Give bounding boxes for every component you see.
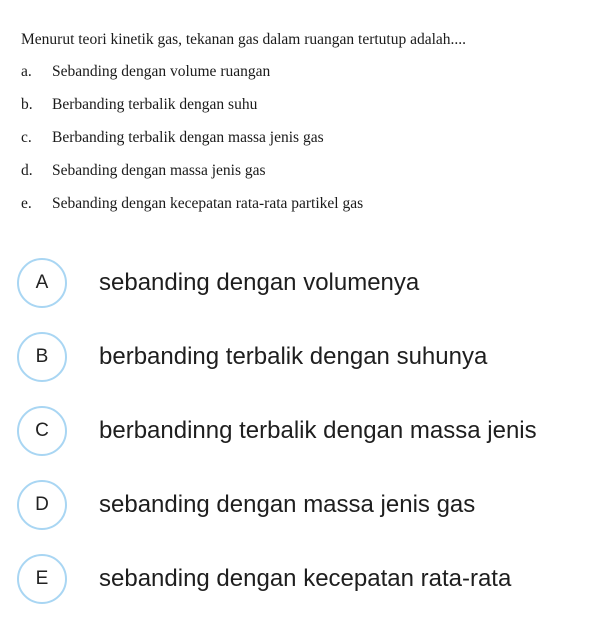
question-option-a — [21, 58, 601, 91]
option-letter: c. — [21, 129, 32, 146]
choice-label[interactable]: sebanding dengan kecepatan rata-rata — [99, 565, 512, 592]
choice-letter-badge[interactable]: D — [17, 480, 67, 530]
option-letter: e. — [21, 195, 32, 212]
answer-choice-a[interactable] — [17, 255, 607, 311]
answer-choice-e[interactable] — [17, 551, 607, 607]
option-text: Sebanding dengan kecepatan rata-rata partikel gas — [52, 195, 364, 212]
choice-letter-badge[interactable]: A — [17, 258, 67, 308]
choice-label[interactable]: berbanding terbalik dengan suhunya — [99, 343, 488, 370]
option-letter: d. — [21, 162, 33, 179]
answer-choice-d[interactable] — [17, 477, 607, 533]
choice-letter-badge[interactable]: E — [17, 554, 67, 604]
answer-choice-c[interactable] — [17, 403, 607, 459]
option-text: Sebanding dengan volume ruangan — [52, 63, 271, 80]
question-option-d — [21, 157, 601, 190]
question-option-b — [21, 91, 601, 124]
question-option-c — [21, 124, 601, 157]
choice-letter-badge[interactable]: B — [17, 332, 67, 382]
choice-label[interactable]: sebanding dengan volumenya — [99, 269, 420, 296]
choice-letter-badge[interactable]: C — [17, 406, 67, 456]
choice-label[interactable]: berbandinng terbalik dengan massa jenis — [99, 417, 537, 444]
option-text: Berbanding terbalik dengan massa jenis gas — [52, 129, 324, 146]
choice-label[interactable]: sebanding dengan massa jenis gas — [99, 491, 476, 518]
answer-choice-b[interactable] — [17, 329, 607, 385]
question-text: Menurut teori kinetik gas, tekanan gas dalam ruangan tertutup adalah.... — [21, 31, 467, 48]
option-letter: a. — [21, 63, 32, 80]
option-text: Berbanding terbalik dengan suhu — [52, 96, 258, 113]
question-option-e — [21, 190, 601, 223]
question-options-list — [21, 58, 601, 223]
option-letter: b. — [21, 96, 33, 113]
option-text: Sebanding dengan massa jenis gas — [52, 162, 266, 179]
